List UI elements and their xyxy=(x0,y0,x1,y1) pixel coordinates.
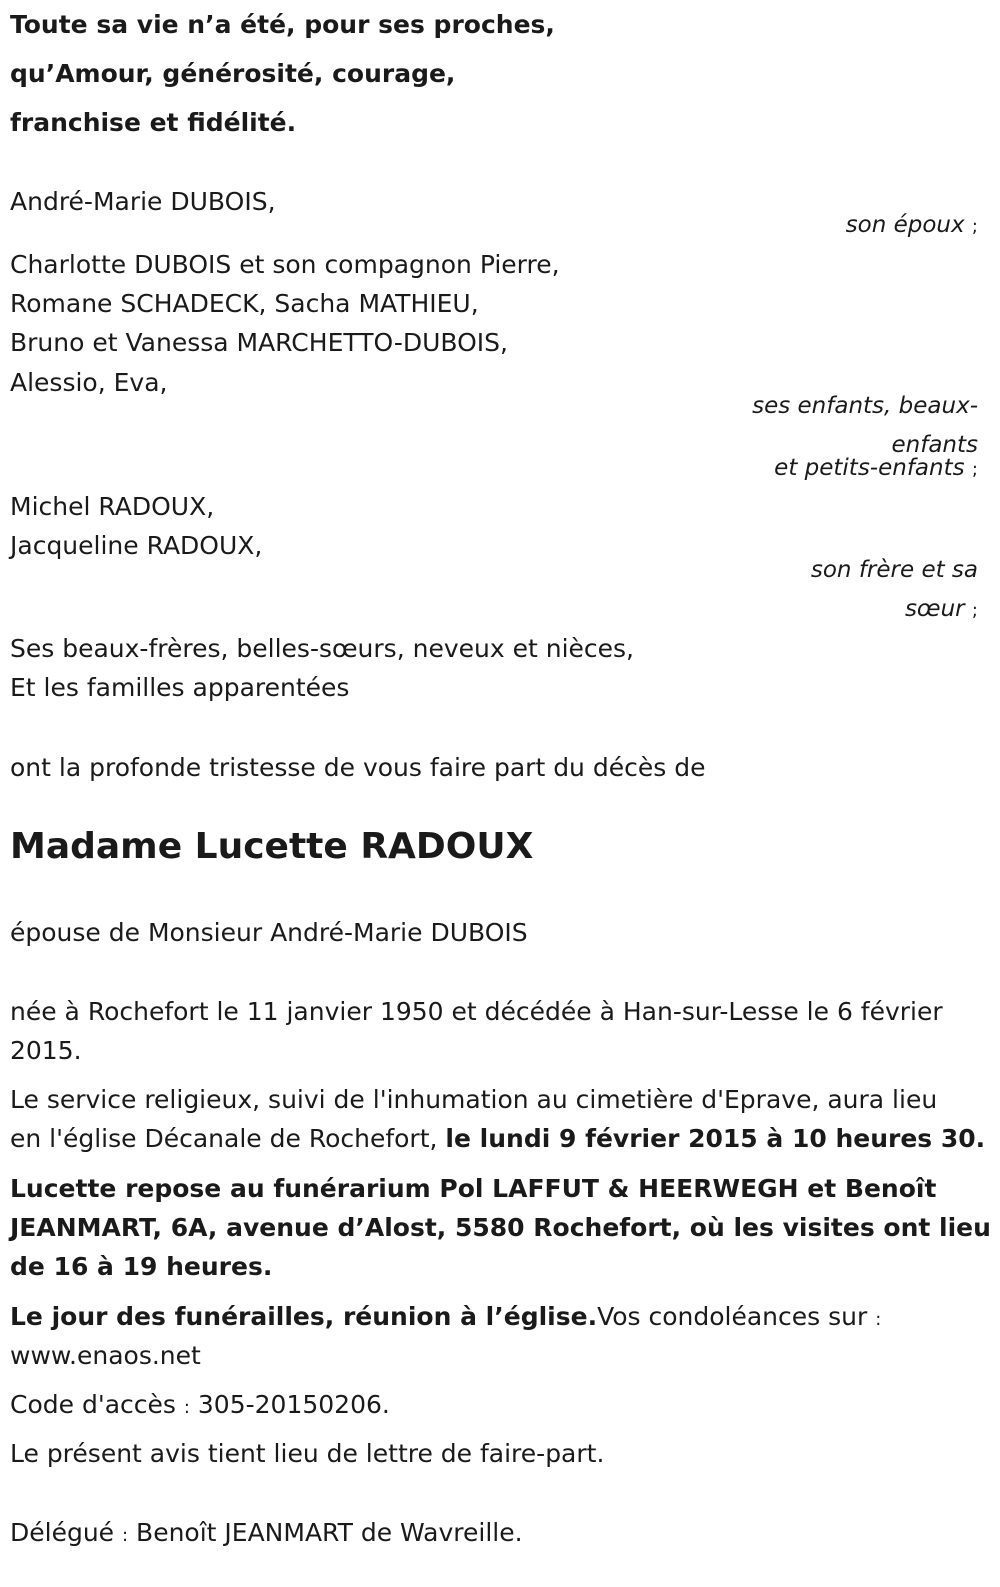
condolences-website-link[interactable]: www.enaos.net xyxy=(10,1341,201,1370)
relatives-line-2: Et les familles apparentées xyxy=(10,673,350,702)
birth-death-line-2: 2015. xyxy=(10,1036,82,1065)
sibling-line-2: Jacqueline RADOUX, xyxy=(10,531,263,560)
church-meeting-text: Le jour des funérailles, réunion à l’église. xyxy=(10,1302,598,1331)
role-separator: ; xyxy=(971,459,978,480)
siblings-role-text: sœur xyxy=(904,596,965,622)
delegate-line xyxy=(10,1518,523,1551)
spouse-name: André-Marie DUBOIS, xyxy=(10,187,276,216)
siblings-role-line-1: son frère et sa xyxy=(810,557,978,583)
access-code-label: Code d'accès xyxy=(10,1390,176,1419)
funerarium-line-1: Lucette repose au funérarium Pol LAFFUT & HEERWEGH et Benoît xyxy=(10,1174,937,1203)
sibling-line-1: Michel RADOUX, xyxy=(10,492,215,521)
spouse-role xyxy=(846,210,978,242)
notice-text: Le présent avis tient lieu de lettre de faire-part. xyxy=(10,1439,605,1468)
funerarium-line-3: de 16 à 19 heures. xyxy=(10,1252,273,1281)
service-location: en l'église Décanale de Rochefort, xyxy=(10,1124,438,1153)
child-line-1: Charlotte DUBOIS et son compagnon Pierre, xyxy=(10,250,560,279)
children-role-line-1: ses enfants, beaux- xyxy=(752,393,978,419)
delegate-label: Délégué xyxy=(10,1518,115,1547)
child-line-2: Romane SCHADECK, Sacha MATHIEU, xyxy=(10,289,479,318)
delegate-value: Benoît JEANMART de Wavreille. xyxy=(136,1518,523,1547)
epigraph-line-2: qu’Amour, générosité, courage, xyxy=(10,59,456,88)
children-role-text: et petits-enfants xyxy=(774,455,965,481)
service-line-1: Le service religieux, suivi de l'inhumation au cimetière d'Eprave, aura lieu xyxy=(10,1085,938,1114)
children-role-line-2: enfants xyxy=(891,432,978,458)
role-separator: ; xyxy=(971,216,978,237)
funerarium-line-2: JEANMART, 6A, avenue d’Alost, 5580 Rochefort, où les visites ont lieu xyxy=(10,1213,991,1242)
announcement-text: ont la profonde tristesse de vous faire part du décès de xyxy=(10,753,706,782)
child-line-3: Bruno et Vanessa MARCHETTO-DUBOIS, xyxy=(10,328,508,357)
access-code-value: 305-20150206. xyxy=(197,1390,390,1419)
access-code-colon: : xyxy=(183,1397,190,1418)
epigraph-line-3: franchise et fidélité. xyxy=(10,108,297,137)
children-role-line-3 xyxy=(774,453,978,485)
service-line-2 xyxy=(10,1124,985,1154)
access-code-line xyxy=(10,1390,390,1423)
role-separator: ; xyxy=(971,600,978,621)
spouse-role-text: son époux xyxy=(845,212,965,238)
child-line-4: Alessio, Eva, xyxy=(10,368,168,397)
epigraph-line-1: Toute sa vie n’a été, pour ses proches, xyxy=(10,10,555,39)
condolences-text: Vos condoléances sur xyxy=(597,1302,868,1331)
relatives-line-1: Ses beaux-frères, belles-sœurs, neveux et nièces, xyxy=(10,634,634,663)
condolences-colon: : xyxy=(875,1309,882,1330)
service-date-time: le lundi 9 février 2015 à 10 heures 30. xyxy=(445,1124,986,1153)
spouse-of-text: épouse de Monsieur André-Marie DUBOIS xyxy=(10,918,528,947)
siblings-role-line-2 xyxy=(905,594,978,626)
condolences-line xyxy=(10,1302,881,1335)
delegate-colon: : xyxy=(122,1525,129,1546)
deceased-name: Madame Lucette RADOUX xyxy=(10,826,534,867)
birth-death-line-1: née à Rochefort le 11 janvier 1950 et décédée à Han-sur-Lesse le 6 février xyxy=(10,997,943,1026)
